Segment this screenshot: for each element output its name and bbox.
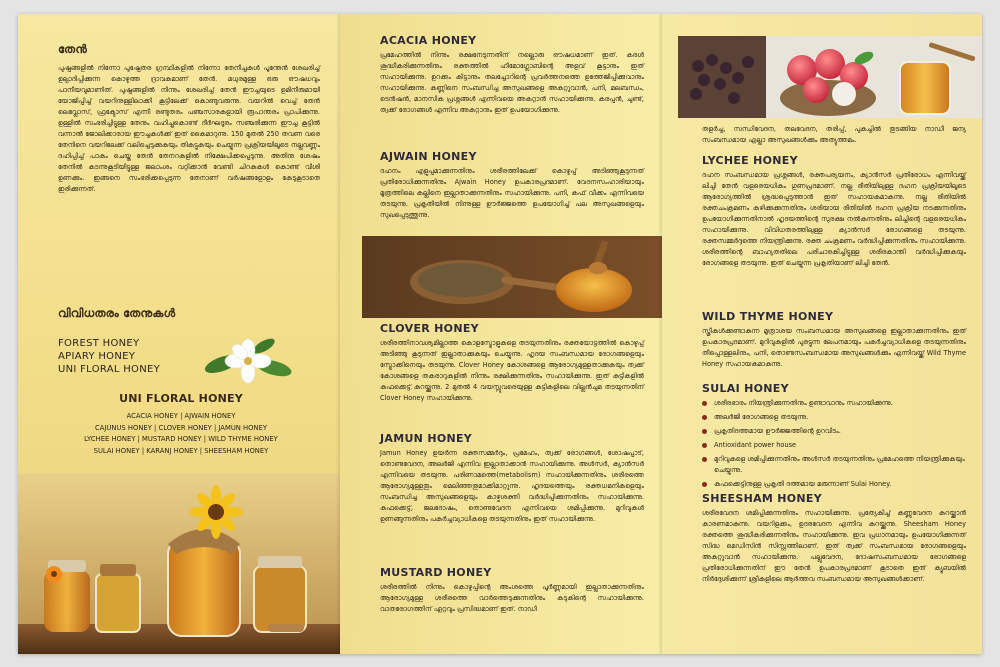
sheesham-heading: SHEESHAM HONEY <box>702 492 823 505</box>
brochure-sheet <box>18 14 982 654</box>
ajwain-honey-image <box>362 236 662 318</box>
type-item: UNI FLORAL HONEY <box>58 364 160 375</box>
panel-middle <box>340 14 662 654</box>
mustard-cont-text: തളർച്ച, സന്ധിവേദന, തലവേദന, തരിപ്പ്, പുകച്ചിൽ തുടങ്ങിയ നാഡീ ജന്യ സംബന്ധമായ എല്ലാ അസുഖങ്ങൾക്കും അത്യുത്തമം. <box>702 125 966 144</box>
wildthyme-section <box>702 310 966 370</box>
ajwain-text: ദഹനം എളുപ്പമാക്കുന്നതിനും ശരീരത്തിലേക്ക് കൊഴുപ്പ് അടിഞ്ഞുകൂടുന്നത് പ്രതിരോധിക്കുന്നതിനും Ajwain Honey ഉപകാരപ്രദമാണ്. വേദനസംഹാരിയായും മൂത്രത്തിലെ കല്ലിനെ ഇല്ലാതാക്കുന്നതിനും സഹായിക്കുന്നു. പനി, കഫ് വീക്കം എന്നിവയെ തടയുന്നു. പ്രകൃതിയിൽ നിന്നുള്ള ഊർജ്ജത്തെ ഉപയോഗിച്ച് പല അസുഖങ്ങളെയും സുഖപ്പെടുത്തുന്നു. <box>380 167 644 219</box>
list-item: പ്രകൃതിദത്തമായ ഊർജ്ജത്തിന്റെ ഉറവിടം. <box>702 426 966 437</box>
jamun-heading: JAMUN HONEY <box>380 432 473 445</box>
panel-right <box>662 14 982 654</box>
sulai-list <box>702 398 966 490</box>
list-item: ശരീരഭാരം നിയന്ത്രിക്കുന്നതിനും ഉണ്ടാവാനും സഹായിക്കുന്നു. <box>702 398 966 409</box>
mustard-section <box>380 566 644 615</box>
unifloral-line: ACACIA HONEY | AJWAIN HONEY <box>126 412 236 420</box>
acacia-section <box>380 34 644 116</box>
clover-text: ശരീരത്തിനാവശ്യമില്ലാത്ത കൊളസ്ട്രോളുകളെ തടയുന്നതിനും രക്തയോട്ടത്തിൽ കൊഴുപ്പ് അടിഞ്ഞു കൂടുന്നത് ഇല്ലാതാക്കുകയും ചെയ്യുന്നു. ഹൃദയ സംബന്ധമായ രോഗങ്ങളെയും സ്ട്രോക്കിനെയും തടയുന്നു. Clover Honey കോശങ്ങളെ ആരോഗ്യമുള്ളതാക്കുകയും ത്വക്ക് കോശങ്ങളെ തകരാറുകളിൽ നിന്നും രക്ഷിക്കുന്നതിനും സഹായിക്കുന്നു. ഇത് കുട്ടികളിൽ കഫക്കെട്ട് കുറയ്ക്കുന്നു. 2 മുതൽ 4 വയസ്സുവരെയുള്ള കുട്ടികളിലെ വില്ലൻചുമ തടയുന്നതിന് Clover Honey സഹായിക്കുന്നു. <box>380 339 644 402</box>
jamun-section <box>380 432 644 525</box>
unifloral-line: SULAI HONEY | KARANJ HONEY | SHEESHAM HONEY <box>93 446 269 455</box>
unifloral-heading: UNI FLORAL HONEY <box>119 392 243 405</box>
mustard-text: ശരീരത്തിൽ നിന്നും കൊഴുപ്പിന്റെ അംശത്തെ പൂർണ്ണമായി ഇല്ലാതാക്കുന്നതിനും ആരോഗ്യമുള്ള ശരീരത്തെ വാർത്തെടുക്കുന്നതിനും കടുകിന്റെ സഹായിക്കുന്നു. വാതരോഗത്തിന് ഏറ്റവും പ്രസിദ്ധമാണ് ഇത്. നാഡീ <box>380 583 644 613</box>
acacia-heading: ACACIA HONEY <box>380 34 477 47</box>
sulai-heading: SULAI HONEY <box>702 382 789 395</box>
type-item: FOREST HONEY <box>58 338 140 349</box>
sheesham-text: ശരീരവേദന ശമിപ്പിക്കുന്നതിനും സഹായിക്കുന്നു. പ്രത്യേകിച്ച് കണ്ണുവേദന കുറയ്ക്കാൻ കാരണമാകുന്നു. വയറിളക്കം, ഉദരവേദന എന്നിവ കുറയ്ക്കുന്നു. Sheesham Honey രക്തത്തെ ശുദ്ധീകരിക്കുന്നതിനും സഹായിക്കുന്നു. ഇവ പ്രധാനമായും ഉപയോഗിക്കുന്നത് സിദ്ധ മെഡിസിൻ സിസ്റ്റത്തിലാണ്. ഇത് ത്വക്ക് സംബന്ധമായ രോഗങ്ങളെയും അകറ്റുവാൻ സഹായിക്കുന്നു. പല്ലുവേദന, ദോഷസംബന്ധമായ രോഗങ്ങളെ പ്രതിരോധിക്കുന്നതിന് ഈ തേൻ ഉപകാരപ്രദമാണ് കൂടാതെ ഇത് ക്യൂബയിൽ നിർദ്ദേശിക്കുന്ന് ശ്രീകളിലെ ആർത്തവ സംബന്ധമായ അസുഖങ്ങൾക്കാണ്. <box>702 509 966 583</box>
mustard-continued <box>702 124 966 146</box>
honey-heading: തേൻ <box>58 42 87 56</box>
jasmine-flower-image <box>204 334 294 384</box>
wildthyme-text: സ്ത്രീകൾക്കുണ്ടാകുന്ന മൂത്രാശയ സംബന്ധമായ അസുഖങ്ങളെ ഇല്ലാതാക്കുന്നതിനും ഇത് ഉപകാരപ്രദമാണ്. മുറിവുകളിൽ പുരട്ടുന്ന ലേപനമായും പകർച്ചവ്യാധികളെ തടയുന്നതിനും തീപ്പൊള്ളലിനും, പനി, തൊണ്ടസംബന്ധമായ അസുഖങ്ങൾക്കും എന്നിവയ്ക്ക് Wild Thyme Honey സഹായകമാകുന്നു. <box>702 327 966 368</box>
lychee-heading: LYCHEE HONEY <box>702 154 798 167</box>
mustard-heading: MUSTARD HONEY <box>380 566 492 579</box>
lychee-text: ദഹന സംബന്ധമായ പ്രശ്നങ്ങൾ, രക്തപര്യയനം, ക്യാൻസർ പ്രതിരോധം എന്നിവയ്ക്ക് ലിച്ചി തേൻ വളരെയധികം ഗുണപ്രദമാണ്. നല്ല രീതിയിലുള്ള ദഹന പ്രക്രിയയിലൂടെ ആരോഗ്യത്തിൽ ശ്രദ്ധപ്പെടുത്താൻ ഇത് സഹായകമാകുന്നു. നല്ല രീതിയിൽ രക്തചംക്രമണം കഴിക്കുക്കുന്നതിനും ശരിയായ രീതിയിൽ ദഹന പ്രക്രിയ നടക്കുന്നതിനും ഉപയോഗിക്കുന്നതിനാൽ ഹൃദയത്തിന്റെ സുരക്ഷ നൽകുന്നതിനും ലിച്ചിന്റെ വളരെയധികം സഹായിക്കുന്നു. വിവിധതരത്തിലുള്ള ക്യാൻസർ രോഗങ്ങളെ തടയുന്നു. രക്തസമ്മർദ്ദത്തെ നിയന്ത്രിക്കുന്നു. രക്ത ചംക്രമണം വർദ്ധിപ്പിക്കുന്നതിനും സഹായിക്കുന്നു. ശരീരത്തിന്റെ ബാഹ്യതതിലെ പരിചാരകിച്ചിട്ടുള്ള ശരീരകാന്തി വർദ്ധിപ്പിക്കുകയും രോഗങ്ങളെ തടയുന്നു. ഇത് ചെയ്യുന്ന പ്രകൃതിയാണ് ലിച്ചി തേൻ. <box>702 171 966 267</box>
list-item: കഫക്കെട്ടിനുള്ള പ്രകൃതി ദത്തമായ മരുന്നാണ് Sulai Honey. <box>702 479 966 490</box>
unifloral-list <box>46 411 316 457</box>
type-item: APIARY HONEY <box>58 351 136 362</box>
panel-left <box>18 14 340 654</box>
list-item: മുറിവുകളെ ശമിപ്പിക്കുന്നതിനും അൾസർ തടയുന്നതിനും പ്രമേഹത്തെ നിയന്ത്രിക്കുകയും ചെയ്യുന്നു. <box>702 454 966 476</box>
honey-text: പുഷ്പങ്ങളിൽ നിന്നോ പുഷ്പേതര ഗ്രന്ഥികളിൽ നിന്നോ തേനീച്ചകൾ പൂന്തേൻ ശേഖരിച്ച് ഉല്പാദിപ്പിക്കുന്ന കൊഴുത്ത ദ്രാവകമാണ് തേൻ. മധുരമുള്ള ഒരു ഔഷധവും പാനീയവുമാണിത്. പുഷ്പങ്ങളിൽ നിന്നും ശേഖരിച്ച് തേൻ ഈച്ചയുടെ ഉമിനീരുമായി യോജിപ്പിച്ച് വയറിനുള്ളിലാക്കി കൂട്ടിലേക്ക് കൊണ്ടുവരുന്നു. വയറിൽ വെച്ച് തേൻ ലെവ്ലോസ്, ഫ്രക്ടോസ് എന്നീ രണ്ടുതരം പഞ്ചസാരകളായി രൂപാന്തരം പ്രാപിക്കുന്നു. ഉള്ളിൽ സംഭരിച്ചിട്ടുള്ള തേനും വഹിച്ചുകൊണ്ട് ദീർഘദൂരം സഞ്ചരിക്കുന്ന ഈച്ച കൂട്ടിൽ വന്നാൽ ജോലിക്കാരായ ഈച്ചകൾക്ക് ഇത് കൈമാറുന്നു. 150 മുതൽ 250 തവണ വരെ തേനിനെ വയറിലേക്ക് വലിച്ചെടുക്കുകയും തികട്ടുകയും ചെയ്യുന്ന പ്രക്രിയയിലൂടെ നല്ലവണ്ണം ദഹിപ്പിച്ച് പാകം ചെയ്ത തേൻ തേനറകളിൽ നിക്ഷേപിക്കപ്പെടുന്നു. അതിനു ശേഷം തേനിൽ കടന്നുകൂടിയിട്ടുള്ള ജലാംശം വറ്റിക്കാൻ വേണ്ടി ചിറകുകൾ കൊണ്ട് വീശി ഉണക്കും. ഇങ്ങനെ സംഭരിക്കപ്പെടുന്ന തേനാണ് വർഷങ്ങളോളം കേടുകൂടാതെ ഇരിക്കുന്നത്. <box>58 64 320 193</box>
unifloral-line: CAJUNUS HONEY | CLOVER HONEY | JAMUN HONEY <box>94 423 268 432</box>
ajwain-heading: AJWAIN HONEY <box>380 150 477 163</box>
honey-jars-image <box>18 474 340 654</box>
list-item: Antioxidant power house <box>702 440 966 451</box>
clover-section <box>380 322 644 404</box>
honey-intro <box>58 42 320 195</box>
lychee-section <box>702 154 966 269</box>
sheesham-section <box>702 492 966 585</box>
ajwain-section <box>380 150 644 221</box>
unifloral-line: LYCHEE HONEY | MUSTARD HONEY | WILD THYME HONEY <box>84 435 278 443</box>
unifloral-block <box>46 392 316 457</box>
wildthyme-heading: WILD THYME HONEY <box>702 310 834 323</box>
clover-heading: CLOVER HONEY <box>380 322 479 335</box>
jamun-text: Jamun Honey ഉയർന്ന രക്തസമ്മർദ്ദം, പ്രമേഹം, ത്വക്ക് രോഗങ്ങൾ, ശോഷപ്പാട്, തൊണ്ടവേദന, അലർജി എന്നിവ ഇല്ലാതാക്കാൻ സഹായിക്കുന്നു. അൾസർ, ക്യാൻസർ എന്നിവയെ തടയുന്നു. പരിണാമത്തെ(metabolism) സഹായിക്കുന്നതിനും ശരീരത്തെ ആരോഗ്യമുള്ളതും മെലിഞ്ഞതുമാക്കിമാറ്റുന്നു. ഹൃദയത്തെയും രക്തധമനികളെയും സംബന്ധിച്ച അസുഖങ്ങളെയും കാഴ്ചശക്തി വർദ്ധിപ്പിക്കുന്നതിനും സഹായിക്കുന്നു. കഫക്കെട്ട്, ജലദോഷം, തൊണ്ടവേദന എന്നിവയെ ശമിപ്പിക്കുന്നു. മുറിവുകൾ ഉണങ്ങുന്നതിനും പകർച്ചവ്യാധികളെ തടയുന്നതിനും ഇത് സഹായിക്കുന്നു. <box>380 449 644 523</box>
list-item: അലർജി രോഗങ്ങളെ തടയുന്നു. <box>702 412 966 423</box>
lychee-mustard-honey-image <box>678 36 982 118</box>
acacia-text: പ്രമേഹത്തിൽ നിന്നും രക്ഷനേടുന്നതിന് നല്ലൊരു ഔഷധമാണ് ഇത്. കരൾ ശുദ്ധീകരിക്കുന്നതിനും രക്തത്തിൽ ഹീമോഗ്ലോബിന്റെ അളവ് കൂട്ടാനും ഇത് സഹായിക്കുന്നു. ഉറക്കം കിട്ടാനും തലച്ചോറിന്റെ പ്രവർത്തനത്തെ ഉത്തേജിപ്പിക്കുവാനും സഹായിക്കുന്നു. കണ്ണിനെ സംബന്ധിച്ച അസുഖങ്ങളെ അകറ്റുവാൻ, പനി, മലബന്ധം, ടെൻഷൻ, മാനസിക പ്രശ്നങ്ങൾ എന്നിവയെ അകറ്റാൻ സഹായിക്കുന്നു. കരപ്പൻ, ചുണ്ട്, ത്വക്ക് രോഗങ്ങൾ എന്നിവ അകറ്റാനും ഇത് ഉപയോഗിക്കുന്നു. <box>380 51 644 114</box>
sulai-section <box>702 382 966 493</box>
types-heading: വിവിധതരം തേനുകൾ <box>58 306 176 320</box>
